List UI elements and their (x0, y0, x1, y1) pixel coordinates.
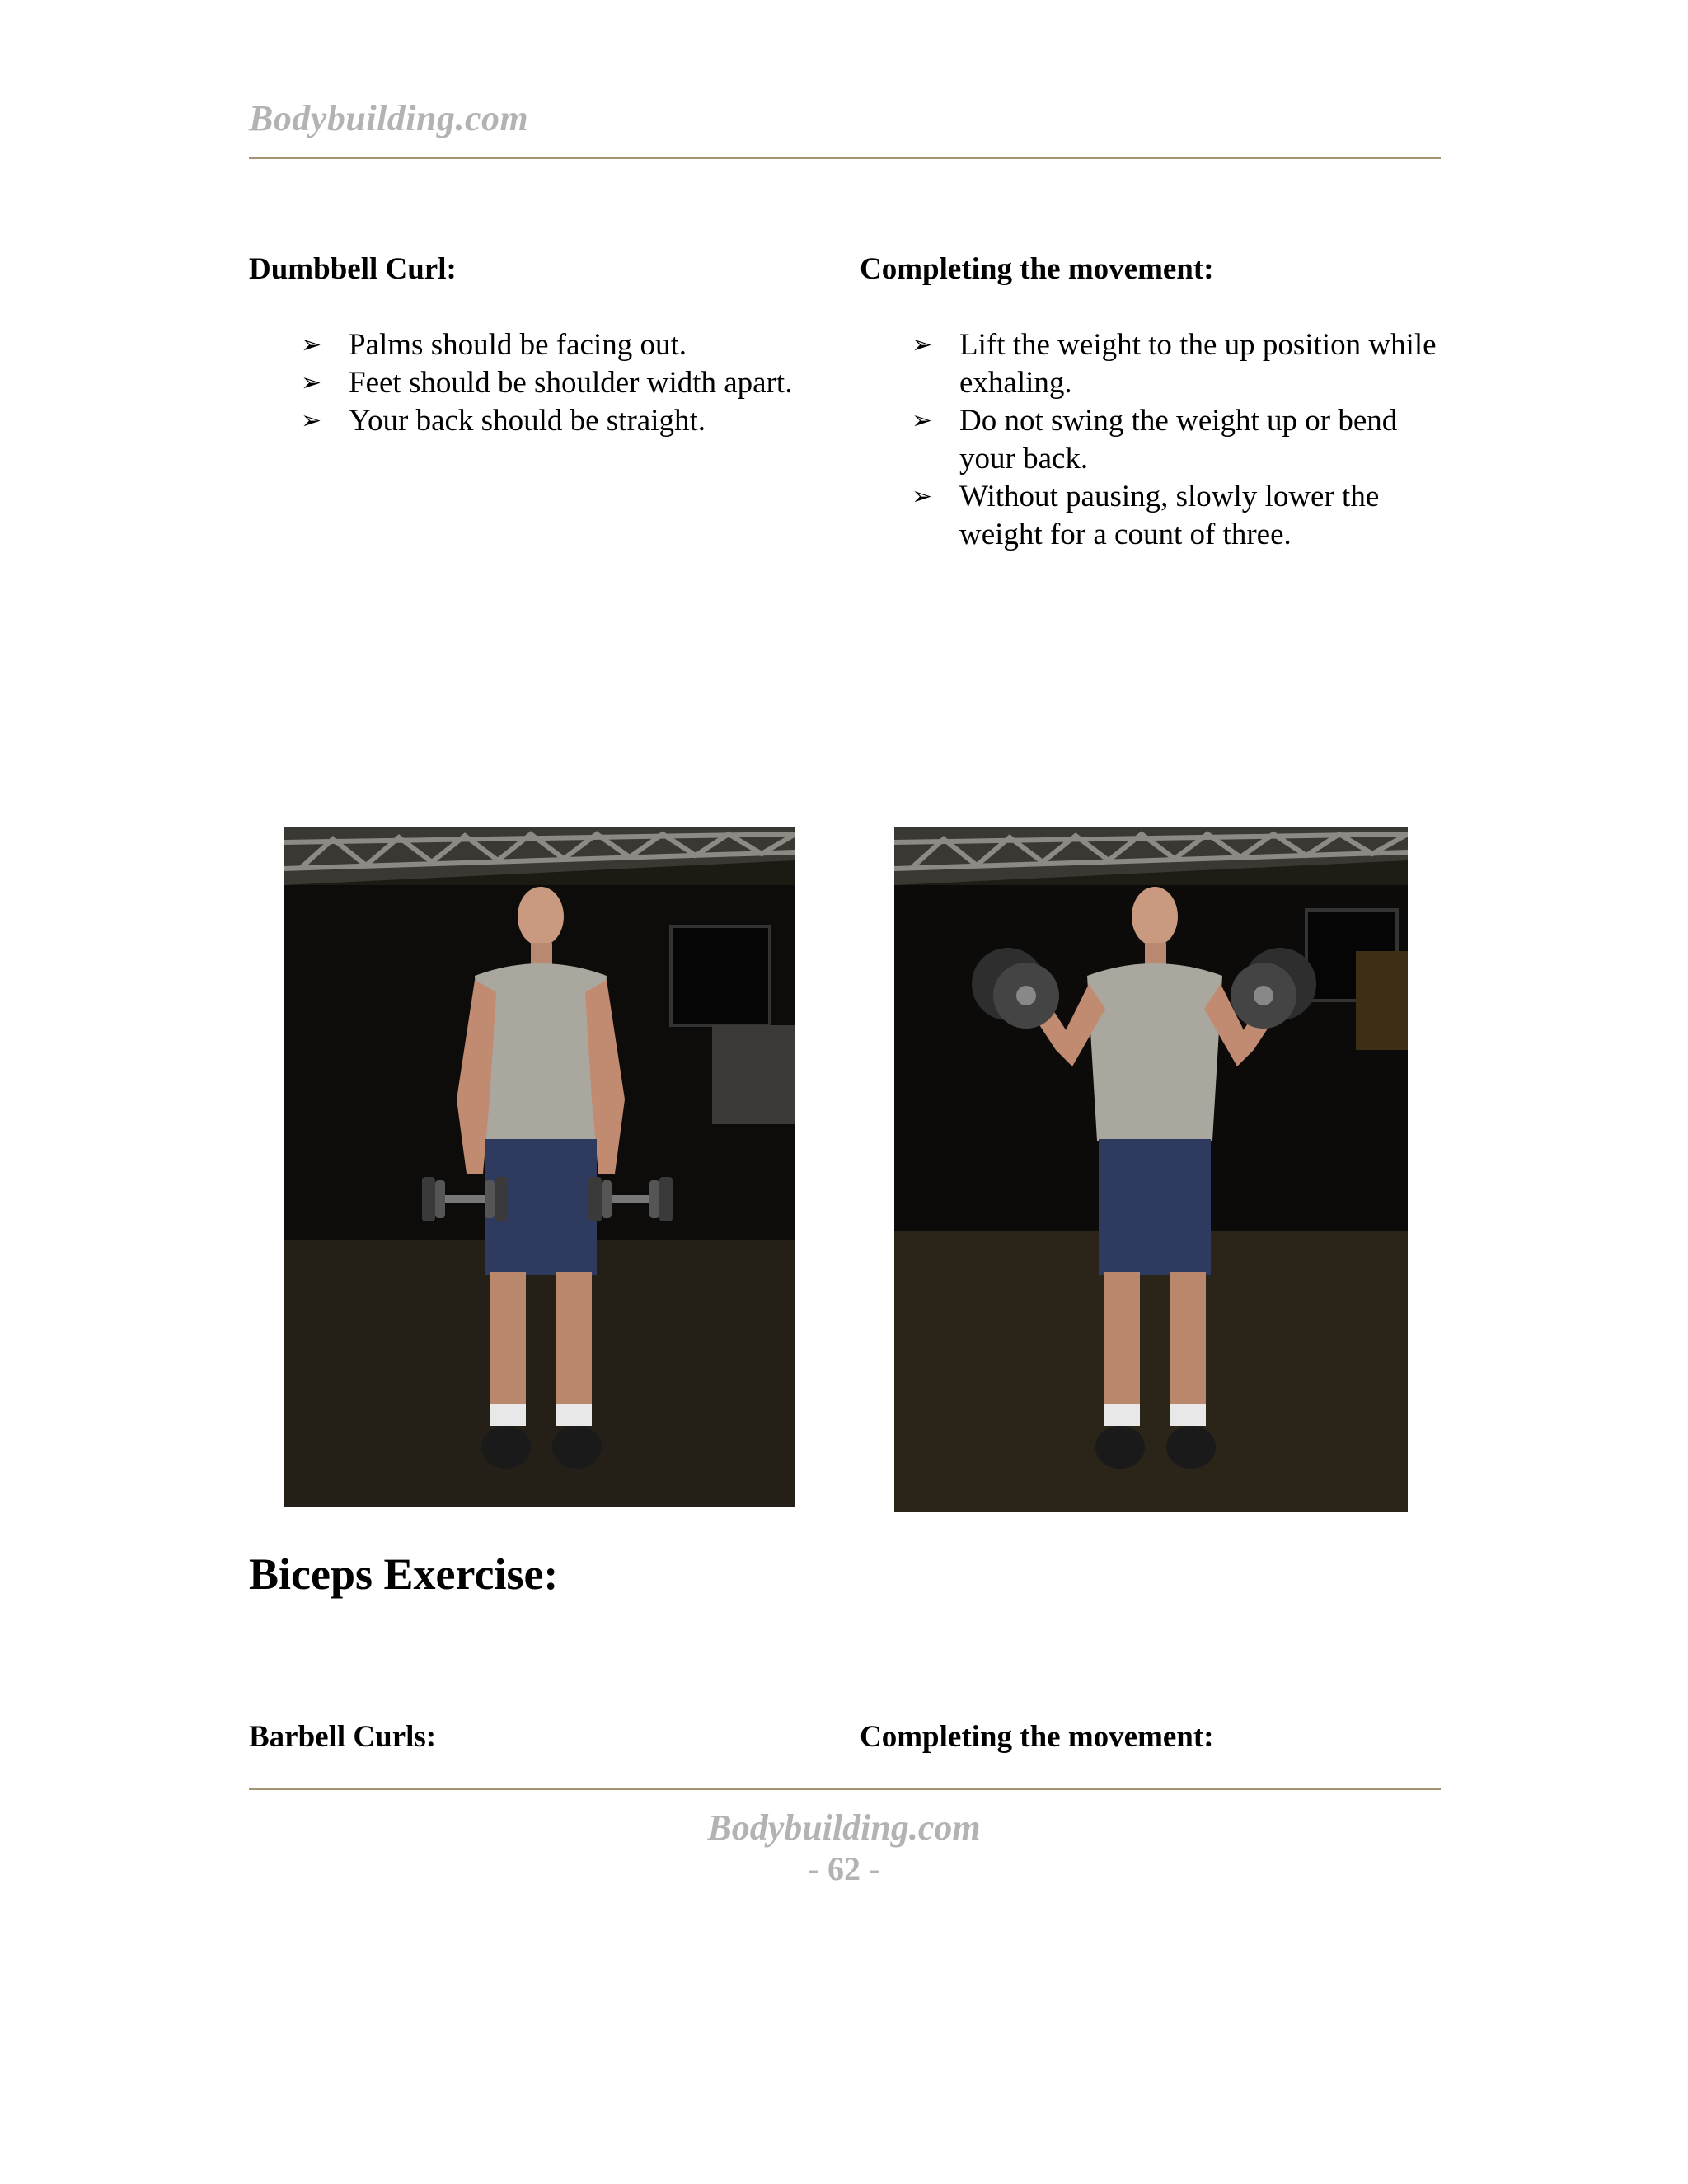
dumbbell-complete-heading: Completing the movement: (860, 252, 1214, 286)
dumbbell-curl-up-photo (894, 827, 1408, 1512)
list-item: ➢ Without pausing, slowly lower the weight for a count of three. (912, 480, 1380, 551)
header-divider (249, 157, 1441, 159)
header-brand: Bodybuilding.com (249, 98, 529, 138)
barbell-complete-heading: Completing the movement: (860, 1720, 1214, 1754)
arrow-bullet-icon: ➢ (301, 368, 322, 397)
list-item: ➢ Your back should be straight. (249, 402, 809, 440)
list-item: ➢ Do not swing the weight up or bend your back. (912, 404, 1398, 476)
footer-divider (249, 1788, 1441, 1790)
page-number: - 62 - (808, 1850, 880, 1887)
list-item: ➢ Lift the weight to the up position while exhaling. (912, 328, 1437, 400)
dumbbell-curl-start-photo (284, 827, 795, 1507)
arrow-bullet-icon: ➢ (912, 482, 933, 511)
list-item: ➢ Palms should be facing out. (249, 326, 809, 364)
dumbbell-curl-list (249, 326, 809, 440)
up-position-illustration (894, 827, 1408, 1512)
barbell-curls-heading: Barbell Curls: (249, 1720, 437, 1754)
dumbbell-complete-list (860, 326, 1453, 554)
arrow-bullet-icon: ➢ (301, 330, 322, 359)
footer-brand: Bodybuilding.com (707, 1807, 981, 1848)
arrow-bullet-icon: ➢ (912, 406, 933, 435)
dumbbell-curl-heading: Dumbbell Curl: (249, 252, 457, 286)
start-position-illustration (284, 827, 795, 1507)
arrow-bullet-icon: ➢ (301, 406, 322, 435)
list-item: ➢ Feet should be shoulder width apart. (249, 364, 809, 402)
section-title: Biceps Exercise: (249, 1549, 559, 1599)
arrow-bullet-icon: ➢ (912, 330, 933, 359)
